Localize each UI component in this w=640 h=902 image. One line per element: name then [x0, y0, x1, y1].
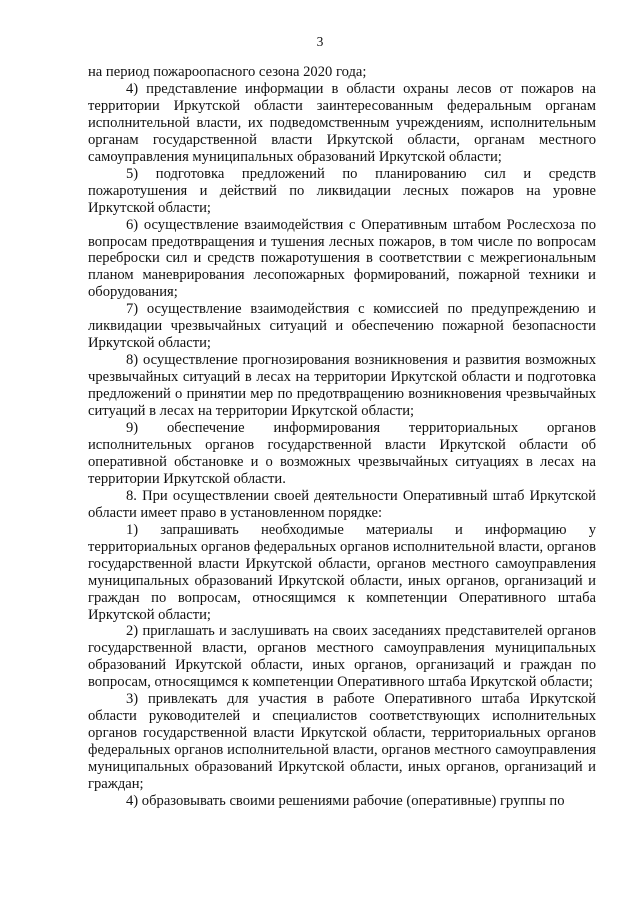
paragraph: 4) представление информации в области охраны лесов от пожаров на территории Иркутской области заинтересованным федеральным органам исполнительной власти, их подведомственным учреждениям, исполнительным органам государственной власти Иркутской области, органам местного самоуправления муниципальных образований Иркутской области;	[88, 80, 596, 165]
paragraph: 9) обеспечение информирования территориальных органов исполнительных органов государственной власти Иркутской области об оперативной обстановке и о возможных чрезвычайных ситуациях в лесах на территории Иркутской области.	[88, 420, 596, 487]
paragraph: 8) осуществление прогнозирования возникновения и развития возможных чрезвычайных ситуаций в лесах на территории Иркутской области и подготовка предложений о принятии мер по предотвращению возникновения чрезвычайных ситуаций в лесах на территории Иркутской области;	[88, 352, 596, 420]
body-text	[88, 64, 596, 810]
paragraph: 6) осуществление взаимодействия с Оперативным штабом Рослесхоза по вопросам предотвращения и тушения лесных пожаров, в том числе по вопросам переброски сил и средств пожаротушения в соответствии с межрегиональным планом маневрирования лесопожарных формирований, пожарной техники и оборудования;	[88, 216, 596, 301]
page-number: 3	[316, 34, 324, 49]
paragraph: 8. При осуществлении своей деятельности Оперативный штаб Иркутской области имеет право в установленном порядке:	[88, 487, 596, 521]
paragraph: 5) подготовка предложений по планированию сил и средств пожаротушения и действий по ликвидации лесных пожаров на уровне Иркутской области;	[88, 165, 596, 216]
paragraph: 7) осуществление взаимодействия с комиссией по предупреждению и ликвидации чрезвычайных ситуаций и обеспечению пожарной безопасности Иркутской области;	[88, 301, 596, 352]
paragraph: 1) запрашивать необходимые материалы и информацию у территориальных органов федеральных органов исполнительной власти, органов государственной власти Иркутской области, органов местного самоуправления муниципальных образований Иркутской области, иных органов, организаций и граждан по вопросам, относящимся к компетенции Оперативного штаба Иркутской области;	[88, 521, 596, 623]
paragraph: 2) приглашать и заслушивать на своих заседаниях представителей органов государственной власти, органов местного самоуправления муниципальных образований Иркутской области, иных органов, организаций и граждан по вопросам, относящимся к компетенции Оперативного штаба Иркутской области;	[88, 623, 596, 691]
paragraph: на период пожароопасного сезона 2020 года;	[88, 64, 367, 80]
paragraph: 3) привлекать для участия в работе Оперативного штаба Иркутской области руководителей и специалистов соответствующих исполнительных органов государственной власти Иркутской области, территориальных органов федеральных органов исполнительной власти, органов местного самоуправления муниципальных образований Иркутской области, иных органов, организаций и граждан;	[88, 691, 596, 793]
paragraph: 4) образовывать своими решениями рабочие (оперативные) группы по	[126, 792, 565, 809]
